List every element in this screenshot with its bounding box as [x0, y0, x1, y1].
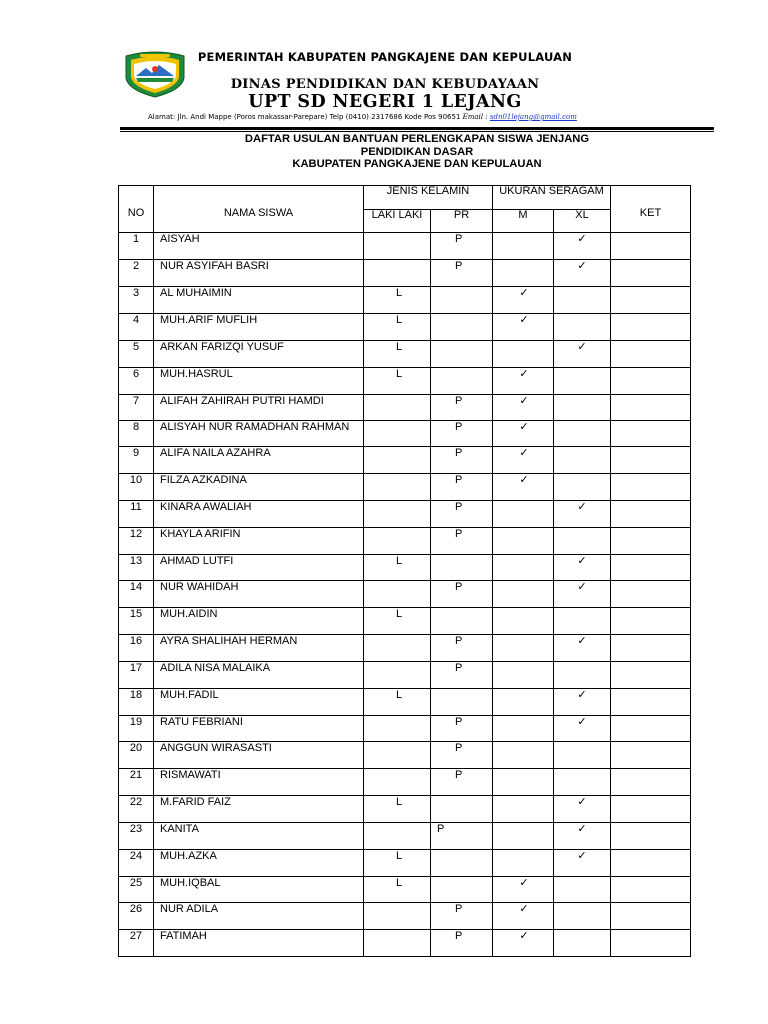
row-ukuran-xl: ✓: [554, 850, 611, 877]
row-no: 19: [119, 716, 154, 742]
row-ukuran-xl: ✓: [554, 233, 611, 260]
row-nama-siswa: KINARA AWALIAH: [154, 501, 364, 528]
table-row: [119, 447, 691, 474]
table-row: [119, 501, 691, 528]
header-ket: KET: [611, 186, 691, 233]
row-ukuran-m: [493, 260, 554, 287]
row-no: 24: [119, 850, 154, 877]
row-pr: P: [431, 421, 493, 447]
row-nama-siswa: NUR ASYIFAH BASRI: [154, 260, 364, 287]
row-ket: [611, 314, 691, 341]
table-row: [119, 742, 691, 769]
table-row: [119, 823, 691, 850]
header-pr: PR: [431, 210, 493, 233]
row-ukuran-xl: ✓: [554, 796, 611, 823]
row-laki-laki: [364, 421, 431, 447]
row-laki-laki: [364, 501, 431, 528]
table-row: [119, 903, 691, 930]
row-ket: [611, 447, 691, 474]
row-ukuran-m: [493, 528, 554, 555]
row-ukuran-m: [493, 796, 554, 823]
row-ukuran-m: ✓: [493, 287, 554, 314]
row-no: 3: [119, 287, 154, 314]
row-pr: [431, 341, 493, 368]
table-row: [119, 287, 691, 314]
row-laki-laki: L: [364, 368, 431, 395]
row-ukuran-m: [493, 850, 554, 877]
address-text: Alamat: Jln. Andi Mappe (Poros makassar-Parepare) Telp (0410) 2317686 Kode Pos 90651: [148, 113, 461, 121]
row-pr: P: [431, 233, 493, 260]
row-laki-laki: L: [364, 850, 431, 877]
row-pr: [431, 287, 493, 314]
row-laki-laki: [364, 528, 431, 555]
header-xl: XL: [554, 210, 611, 233]
row-ukuran-m: [493, 742, 554, 769]
letterhead-government: PEMERINTAH KABUPATEN PANGKAJENE DAN KEPULAUAN: [197, 50, 573, 64]
row-ket: [611, 823, 691, 850]
row-ukuran-xl: [554, 528, 611, 555]
row-pr: P: [431, 716, 493, 742]
table-row: [119, 528, 691, 555]
table-row: [119, 341, 691, 368]
row-laki-laki: [364, 395, 431, 421]
row-laki-laki: [364, 769, 431, 796]
row-ukuran-xl: [554, 903, 611, 930]
title-line-3: KABUPATEN PANGKAJENE DAN KEPULAUAN: [292, 158, 542, 170]
row-no: 25: [119, 877, 154, 903]
row-ukuran-m: [493, 662, 554, 689]
row-ket: [611, 368, 691, 395]
row-ket: [611, 930, 691, 957]
row-ukuran-xl: [554, 877, 611, 903]
row-laki-laki: [364, 742, 431, 769]
row-pr: P: [431, 662, 493, 689]
row-ket: [611, 877, 691, 903]
row-ket: [611, 769, 691, 796]
row-ket: [611, 608, 691, 635]
row-no: 12: [119, 528, 154, 555]
row-laki-laki: [364, 233, 431, 260]
row-laki-laki: [364, 635, 431, 662]
row-ukuran-xl: ✓: [554, 260, 611, 287]
row-ket: [611, 635, 691, 662]
row-pr: P: [431, 395, 493, 421]
row-ukuran-xl: ✓: [554, 716, 611, 742]
letterhead-department: DINAS PENDIDIKAN DAN KEBUDAYAAN: [230, 77, 540, 92]
table-row: [119, 635, 691, 662]
row-nama-siswa: NUR ADILA: [154, 903, 364, 930]
row-ukuran-xl: ✓: [554, 689, 611, 716]
student-table: [118, 185, 691, 957]
row-ukuran-m: [493, 689, 554, 716]
table-row: [119, 368, 691, 395]
row-laki-laki: L: [364, 608, 431, 635]
regency-logo: [122, 50, 188, 98]
row-ket: [611, 742, 691, 769]
row-no: 21: [119, 769, 154, 796]
table-row: [119, 769, 691, 796]
letterhead-school-name: UPT SD NEGERI 1 LEJANG: [248, 92, 522, 112]
row-ket: [611, 474, 691, 501]
row-ket: [611, 796, 691, 823]
table-row: [119, 608, 691, 635]
table-row: [119, 395, 691, 421]
row-no: 20: [119, 742, 154, 769]
row-ukuran-xl: [554, 742, 611, 769]
row-laki-laki: [364, 823, 431, 850]
row-no: 13: [119, 555, 154, 581]
email-link[interactable]: sdn01lejang@gmail.com: [489, 113, 577, 121]
letterhead-rule-thin: [120, 131, 714, 132]
header-laki-laki: LAKI LAKI: [364, 210, 431, 233]
table-row: [119, 850, 691, 877]
row-ukuran-m: [493, 233, 554, 260]
row-ukuran-m: ✓: [493, 877, 554, 903]
row-nama-siswa: RISMAWATI: [154, 769, 364, 796]
row-laki-laki: L: [364, 796, 431, 823]
table-row: [119, 581, 691, 608]
row-nama-siswa: AL MUHAIMIN: [154, 287, 364, 314]
row-nama-siswa: KHAYLA ARIFIN: [154, 528, 364, 555]
table-row: [119, 716, 691, 742]
table-row: [119, 877, 691, 903]
letterhead: [190, 46, 580, 112]
row-ket: [611, 421, 691, 447]
row-pr: P: [431, 528, 493, 555]
row-ket: [611, 287, 691, 314]
table-row: [119, 796, 691, 823]
row-no: 22: [119, 796, 154, 823]
row-pr: P: [431, 260, 493, 287]
row-pr: [431, 796, 493, 823]
row-laki-laki: L: [364, 689, 431, 716]
row-no: 2: [119, 260, 154, 287]
header-nama-siswa: NAMA SISWA: [154, 186, 364, 233]
header-no: NO: [119, 186, 154, 233]
row-nama-siswa: KANITA: [154, 823, 364, 850]
row-nama-siswa: MUH.HASRUL: [154, 368, 364, 395]
table-row: [119, 421, 691, 447]
row-ukuran-xl: [554, 421, 611, 447]
row-pr: P: [431, 823, 493, 850]
row-pr: P: [431, 769, 493, 796]
row-pr: [431, 877, 493, 903]
row-no: 17: [119, 662, 154, 689]
row-ket: [611, 395, 691, 421]
row-pr: P: [431, 930, 493, 957]
row-ket: [611, 903, 691, 930]
row-nama-siswa: ALIFAH ZAHIRAH PUTRI HAMDI: [154, 395, 364, 421]
row-no: 5: [119, 341, 154, 368]
row-no: 23: [119, 823, 154, 850]
row-ukuran-xl: ✓: [554, 581, 611, 608]
row-laki-laki: [364, 662, 431, 689]
header-ukuran-seragam: UKURAN SERAGAM: [493, 186, 611, 210]
row-no: 27: [119, 930, 154, 957]
table-row: [119, 662, 691, 689]
row-ukuran-m: ✓: [493, 368, 554, 395]
row-no: 26: [119, 903, 154, 930]
row-ket: [611, 555, 691, 581]
row-ukuran-xl: [554, 287, 611, 314]
row-no: 18: [119, 689, 154, 716]
row-laki-laki: L: [364, 877, 431, 903]
row-pr: [431, 689, 493, 716]
table-row: [119, 233, 691, 260]
row-no: 9: [119, 447, 154, 474]
row-nama-siswa: FATIMAH: [154, 930, 364, 957]
row-nama-siswa: ALIFA NAILA AZAHRA: [154, 447, 364, 474]
row-nama-siswa: NUR WAHIDAH: [154, 581, 364, 608]
row-ket: [611, 850, 691, 877]
row-ukuran-xl: [554, 474, 611, 501]
row-pr: P: [431, 501, 493, 528]
row-nama-siswa: M.FARID FAIZ: [154, 796, 364, 823]
row-ukuran-xl: [554, 769, 611, 796]
row-ukuran-m: [493, 769, 554, 796]
row-no: 14: [119, 581, 154, 608]
table-body: [119, 233, 691, 957]
row-ket: [611, 260, 691, 287]
row-ket: [611, 528, 691, 555]
row-no: 6: [119, 368, 154, 395]
row-laki-laki: [364, 903, 431, 930]
table-row: [119, 314, 691, 341]
row-ukuran-m: [493, 581, 554, 608]
row-ukuran-xl: [554, 608, 611, 635]
row-no: 16: [119, 635, 154, 662]
row-pr: [431, 368, 493, 395]
row-ket: [611, 581, 691, 608]
row-ukuran-m: [493, 716, 554, 742]
row-nama-siswa: ALISYAH NUR RAMADHAN RAHMAN: [154, 421, 364, 447]
row-pr: P: [431, 581, 493, 608]
row-ukuran-m: [493, 823, 554, 850]
row-laki-laki: [364, 930, 431, 957]
row-pr: P: [431, 474, 493, 501]
row-nama-siswa: MUH.IQBAL: [154, 877, 364, 903]
row-laki-laki: [364, 581, 431, 608]
row-ket: [611, 233, 691, 260]
table-row: [119, 555, 691, 581]
row-nama-siswa: MUH.ARIF MUFLIH: [154, 314, 364, 341]
row-laki-laki: [364, 260, 431, 287]
row-ukuran-m: [493, 608, 554, 635]
row-ukuran-xl: [554, 314, 611, 341]
row-laki-laki: L: [364, 341, 431, 368]
row-ukuran-xl: [554, 447, 611, 474]
row-ukuran-m: [493, 555, 554, 581]
row-ukuran-m: ✓: [493, 903, 554, 930]
row-no: 4: [119, 314, 154, 341]
row-nama-siswa: ADILA NISA MALAIKA: [154, 662, 364, 689]
row-laki-laki: [364, 716, 431, 742]
table-row: [119, 689, 691, 716]
letterhead-address: [148, 113, 577, 121]
document-title: [120, 133, 714, 171]
row-ukuran-m: ✓: [493, 421, 554, 447]
header-jenis-kelamin: JENIS KELAMIN: [364, 186, 493, 210]
row-pr: [431, 314, 493, 341]
row-ukuran-m: [493, 341, 554, 368]
row-no: 11: [119, 501, 154, 528]
row-ukuran-xl: [554, 368, 611, 395]
row-laki-laki: [364, 447, 431, 474]
letterhead-rule-thick: [120, 127, 714, 130]
row-ukuran-m: ✓: [493, 930, 554, 957]
row-pr: [431, 608, 493, 635]
row-ukuran-m: [493, 635, 554, 662]
row-nama-siswa: MUH.AZKA: [154, 850, 364, 877]
row-ukuran-m: ✓: [493, 474, 554, 501]
row-nama-siswa: AYRA SHALIHAH HERMAN: [154, 635, 364, 662]
row-ukuran-xl: ✓: [554, 635, 611, 662]
row-ukuran-xl: ✓: [554, 341, 611, 368]
row-ukuran-m: ✓: [493, 314, 554, 341]
row-no: 10: [119, 474, 154, 501]
table-row: [119, 930, 691, 957]
row-no: 15: [119, 608, 154, 635]
row-nama-siswa: ANGGUN WIRASASTI: [154, 742, 364, 769]
row-ket: [611, 341, 691, 368]
row-ket: [611, 689, 691, 716]
title-line-2: PENDIDIKAN DASAR: [360, 145, 474, 158]
row-pr: [431, 850, 493, 877]
row-ukuran-xl: ✓: [554, 823, 611, 850]
row-nama-siswa: MUH.FADIL: [154, 689, 364, 716]
row-ukuran-m: ✓: [493, 447, 554, 474]
row-laki-laki: L: [364, 555, 431, 581]
row-nama-siswa: FILZA AZKADINA: [154, 474, 364, 501]
row-ukuran-xl: [554, 930, 611, 957]
row-nama-siswa: RATU FEBRIANI: [154, 716, 364, 742]
row-pr: P: [431, 635, 493, 662]
row-laki-laki: [364, 474, 431, 501]
row-no: 7: [119, 395, 154, 421]
title-line-1: DAFTAR USULAN BANTUAN PERLENGKAPAN SISWA JENJANG: [244, 133, 590, 145]
row-nama-siswa: MUH.AIDIN: [154, 608, 364, 635]
row-nama-siswa: AHMAD LUTFI: [154, 555, 364, 581]
email-label: Email :: [462, 113, 488, 121]
row-ukuran-m: ✓: [493, 395, 554, 421]
row-ket: [611, 501, 691, 528]
row-ket: [611, 716, 691, 742]
row-ukuran-xl: [554, 395, 611, 421]
row-ket: [611, 662, 691, 689]
row-ukuran-m: [493, 501, 554, 528]
row-pr: P: [431, 903, 493, 930]
table-row: [119, 474, 691, 501]
row-ukuran-xl: ✓: [554, 555, 611, 581]
row-pr: P: [431, 447, 493, 474]
row-ukuran-xl: ✓: [554, 501, 611, 528]
row-ukuran-xl: [554, 662, 611, 689]
row-nama-siswa: AISYAH: [154, 233, 364, 260]
header-m: M: [493, 210, 554, 233]
row-pr: [431, 555, 493, 581]
row-no: 1: [119, 233, 154, 260]
row-pr: P: [431, 742, 493, 769]
table-row: [119, 260, 691, 287]
row-laki-laki: L: [364, 287, 431, 314]
row-laki-laki: L: [364, 314, 431, 341]
row-nama-siswa: ARKAN FARIZQI YUSUF: [154, 341, 364, 368]
row-no: 8: [119, 421, 154, 447]
